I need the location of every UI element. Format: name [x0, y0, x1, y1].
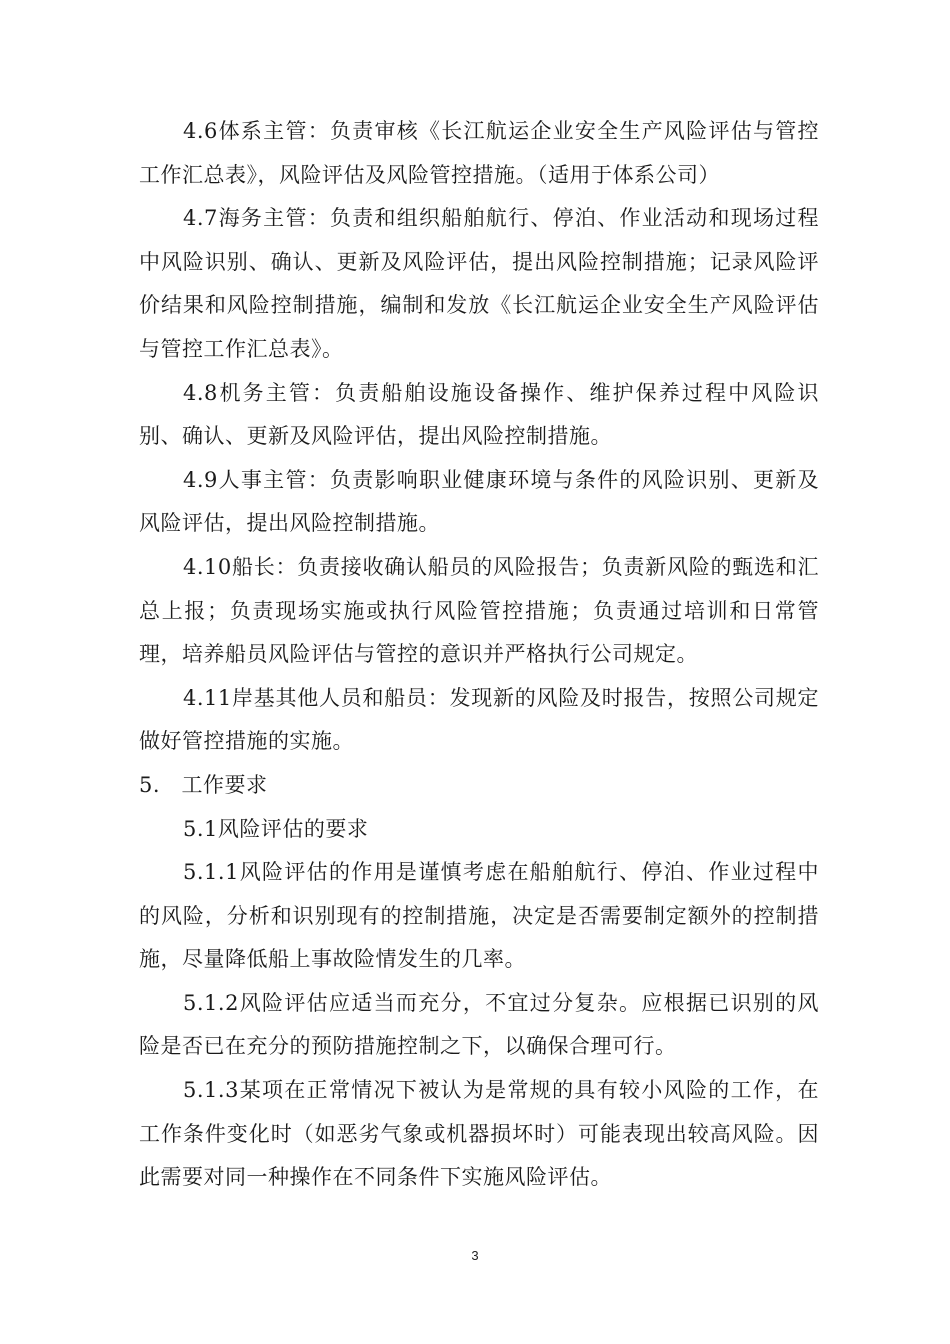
- paragraph-4-8: 4.8机务主管：负责船舶设施设备操作、维护保养过程中风险识别、确认、更新及风险评估，提出风险控制措施。: [139, 380, 819, 449]
- section-5-heading: 5. 工作要求: [139, 772, 268, 797]
- paragraph-4-11: 4.11岸基其他人员和船员：发现新的风险及时报告，按照公司规定做好管控措施的实施。: [139, 685, 819, 754]
- paragraph-5-1-1: 5.1.1风险评估的作用是谨慎考虑在船舶航行、停泊、作业过程中的风险，分析和识别现有的控制措施，决定是否需要制定额外的控制措施，尽量降低船上事故险情发生的几率。: [139, 860, 819, 972]
- paragraph-4-6: 4.6体系主管：负责审核《长江航运企业安全生产风险评估与管控工作汇总表》，风险评估及风险管控措施。（适用于体系公司）: [139, 119, 819, 187]
- subsection-5-1-heading: 5.1风险评估的要求: [183, 816, 369, 841]
- paragraph-4-10: 4.10船长：负责接收确认船员的风险报告；负责新风险的甄选和汇总上报；负责现场实施或执行风险管控措施；负责通过培训和日常管理，培养船员风险评估与管控的意识并严格执行公司规定。: [139, 554, 819, 667]
- document-body: [139, 110, 819, 1200]
- paragraph-4-9: 4.9人事主管：负责影响职业健康环境与条件的风险识别、更新及风险评估，提出风险控制措施。: [139, 467, 819, 536]
- paragraph-4-7: 4.7海务主管：负责和组织船舶航行、停泊、作业活动和现场过程中风险识别、确认、更新及风险评估，提出风险控制措施；记录风险评价结果和风险控制措施，编制和发放《长江航运企业安全生产风险评估与管控工作汇总表》。: [139, 206, 819, 361]
- page-number: 3: [471, 1248, 479, 1263]
- paragraph-5-1-2: 5.1.2风险评估应适当而充分，不宜过分复杂。应根据已识别的风险是否已在充分的预防措施控制之下，以确保合理可行。: [139, 990, 819, 1059]
- paragraph-5-1-3: 5.1.3某项在正常情况下被认为是常规的具有较小风险的工作，在工作条件变化时（如恶劣气象或机器损坏时）可能表现出较高风险。因此需要对同一种操作在不同条件下实施风险评估。: [139, 1078, 819, 1190]
